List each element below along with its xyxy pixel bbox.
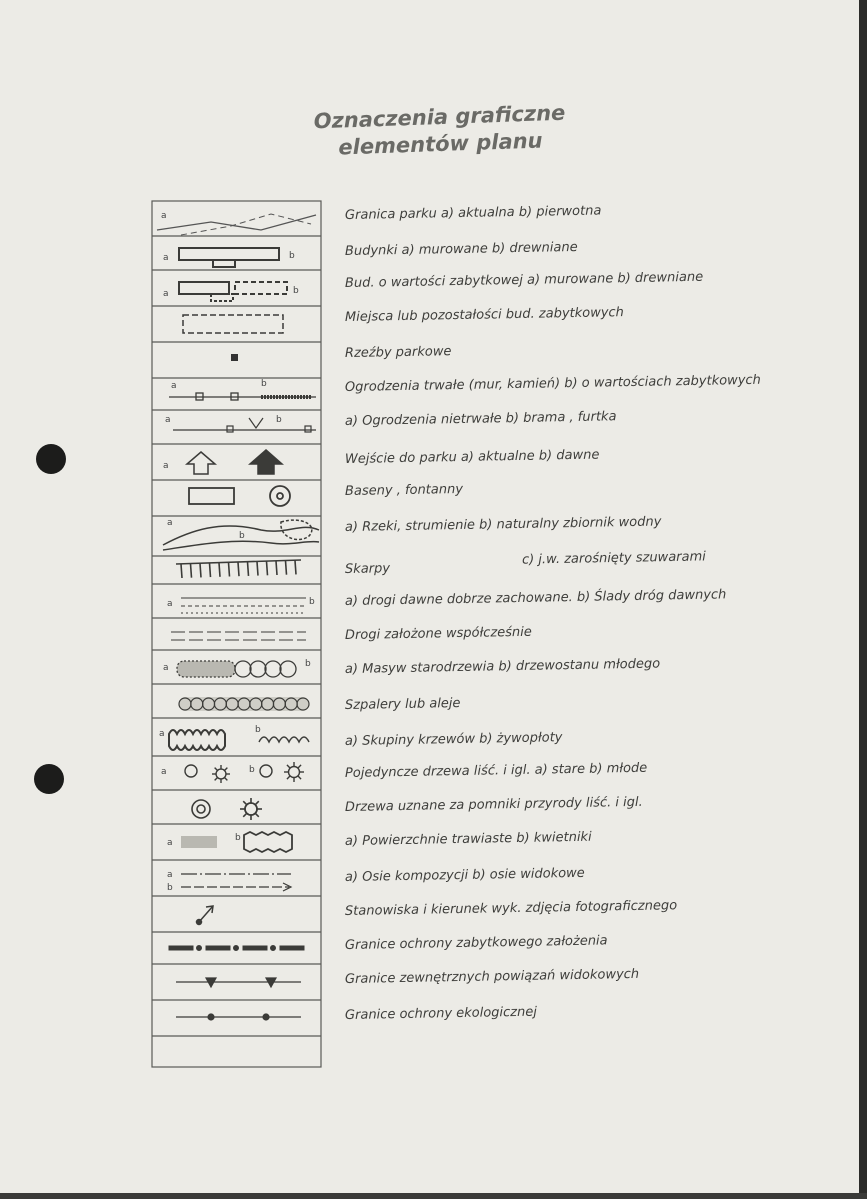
letter-b: b: [235, 833, 241, 843]
legend-label-fence-permanent: Ogrodzenia trwałe (mur, kamień) b) o wartościach zabytkowych: [344, 372, 761, 395]
letter-b: b: [289, 251, 295, 261]
letter-b: b: [309, 597, 315, 607]
letter-a: a: [163, 663, 169, 673]
page-shadow-bottom: [0, 1193, 867, 1199]
fence-permanent-symbol: [169, 379, 316, 400]
legend-label-eco-boundary: Granice ochrony ekologicznej: [344, 1004, 538, 1023]
letter-a: a: [167, 599, 173, 609]
photo-point-symbol: [197, 906, 214, 925]
legend-label-sculpture-dot: Rzeźby parkowe: [344, 344, 452, 361]
eco-boundary-symbol: [176, 1014, 301, 1020]
conifer-star-b: [284, 762, 304, 782]
letter-b: b: [167, 883, 173, 893]
conifer-star-a: [212, 765, 230, 783]
lawns-symbol: [167, 832, 292, 852]
legend-label-entrance-arrows: Wejście do parku a) aktualne b) dawne: [344, 447, 600, 467]
legend-label-photo-point: Stanowiska i kierunek wyk. zdjęcia fotograficznego: [344, 898, 678, 919]
legend-frame: [152, 201, 321, 1067]
pools-symbol: [189, 486, 290, 506]
legend-label-old-roads: a) drogi dawne dobrze zachowane. b) Ślady dróg dawnych: [344, 587, 727, 609]
axes-symbol: [167, 870, 291, 893]
page-shadow-right: [859, 0, 867, 1199]
water-symbol: [163, 518, 319, 550]
legend-label-fence-temporary: a) Ogrodzenia nietrwałe b) brama , furtka: [344, 409, 617, 429]
letter-a: a: [163, 253, 169, 263]
legend-label-new-roads: Drogi założone współcześnie: [344, 624, 532, 643]
single-trees-symbol: [161, 762, 304, 783]
page-title: [299, 99, 581, 163]
remains-symbol: [183, 315, 283, 333]
monument-conifer-star: [240, 798, 262, 820]
entrance-symbol: [163, 450, 282, 474]
letter-a: a: [171, 381, 177, 391]
view-boundary-symbol: [176, 978, 301, 987]
letter-b: b: [293, 286, 299, 296]
letter-b: b: [276, 415, 282, 425]
legend-label-water: a) Rzeki, strumienie b) naturalny zbiornik wodny: [344, 514, 662, 535]
letter-a: a: [163, 461, 169, 471]
legend-label-building-remains: Miejsca lub pozostałości bud. zabytkowych: [344, 305, 624, 325]
letter-a: a: [161, 211, 167, 221]
punch-hole-bottom: [34, 764, 64, 794]
legend-label-buildings: Budynki a) murowane b) drewniane: [344, 239, 578, 259]
letter-a: a: [163, 289, 169, 299]
shrubs-symbol: [159, 725, 309, 750]
alleys-symbol: [179, 697, 309, 711]
letter-b: b: [305, 659, 311, 669]
legend-label-boundary-lines: Granica parku a) aktualna b) pierwotna: [344, 203, 602, 223]
legend-label-axes: a) Osie kompozycji b) osie widokowe: [344, 865, 585, 885]
letter-a: a: [167, 870, 173, 880]
letter-a: a: [161, 767, 167, 777]
new-roads-symbol: [171, 632, 306, 640]
old-roads-symbol: [167, 597, 315, 613]
legend-label-lawns: a) Powierzchnie trawiaste b) kwietniki: [344, 829, 592, 849]
punch-hole-top: [36, 444, 66, 474]
letter-a: a: [165, 415, 171, 425]
title-line-1: Oznaczenia graficzne: [313, 100, 566, 134]
letter-b: b: [261, 379, 267, 389]
letter-b: b: [255, 725, 261, 735]
legend-label-view-boundary: Granice zewnętrznych powiązań widokowych: [344, 966, 640, 987]
legend-label-alleys: Szpalery lub aleje: [344, 695, 461, 713]
fence-temporary-symbol: [165, 415, 316, 432]
slope-symbol: [176, 560, 301, 578]
legend-label-single-trees: Pojedyncze drzewa liść. i igl. a) stare b) młode: [344, 760, 648, 781]
buildings-symbol: [163, 248, 295, 267]
tree-mass-symbol: [163, 659, 311, 677]
legend-label-monument-trees: Drzewa uznane za pomniki przyrody liść. i igl.: [344, 794, 643, 815]
heritage-boundary-symbol: [169, 946, 304, 951]
legend-label-shrubs: a) Skupiny krzewów b) żywopłoty: [344, 730, 563, 749]
letter-a: a: [167, 518, 173, 528]
letter-a: a: [159, 729, 165, 739]
boundary-symbol: [157, 211, 316, 235]
letter-b: b: [249, 765, 255, 775]
historic-buildings-symbol: [163, 282, 299, 301]
legend-symbol-column: [151, 200, 326, 1070]
sculpture-dot: [231, 354, 238, 361]
legend-label-tree-mass: a) Masyw starodrzewia b) drzewostanu młodego: [344, 656, 661, 677]
legend-label-slope: Skarpy: [344, 561, 391, 577]
title-line-2: elementów planu: [337, 128, 543, 160]
legend-label-heritage-boundary: Granice ochrony zabytkowego założenia: [344, 933, 608, 953]
legend-label-historic-buildings: Bud. o wartości zabytkowej a) murowane b) drewniane: [344, 269, 704, 291]
legend-label-pools: Baseny , fontanny: [344, 481, 464, 499]
letter-a: a: [167, 838, 173, 848]
letter-b: b: [239, 531, 245, 541]
monument-trees-symbol: [192, 798, 262, 820]
legend-extra-label: c) j.w. zarośnięty szuwarami: [521, 549, 706, 568]
